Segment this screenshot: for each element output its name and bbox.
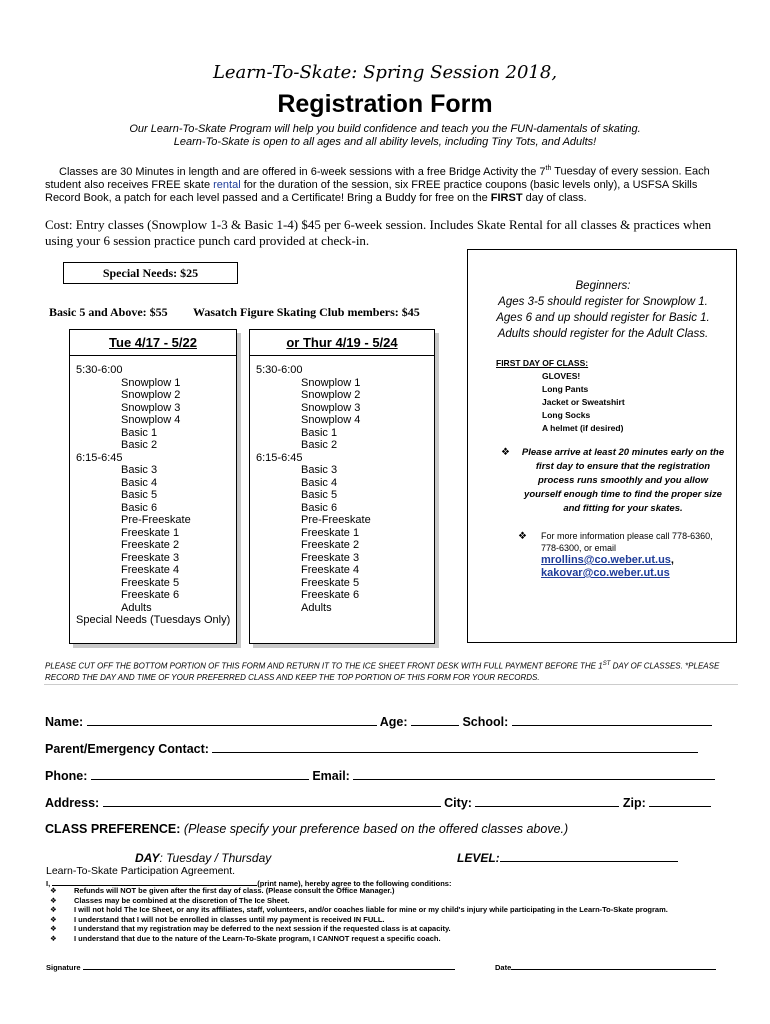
cost-info: Cost: Entry classes (Snowplow 1-3 & Basic 1-4) $45 per 6-week session. Includes Skate Rental for all classes & practices when using your 6 session practice punch card provided at check-in. — [45, 217, 712, 248]
day-label: DAY — [135, 851, 160, 865]
class-item: Freeskate 5 — [121, 576, 180, 589]
class-item: Snowplow 1 — [121, 376, 181, 389]
class-item: Pre-Freeskate — [121, 514, 191, 526]
class-preference-label: CLASS PREFERENCE: — [45, 822, 181, 836]
special-needs-price: Special Needs: $25 — [63, 262, 238, 284]
first-day-list: GLOVES! Long Pants Jacket or Sweatshirt Long Socks A helmet (if desired) — [542, 371, 625, 433]
class-item: Basic 2 — [301, 439, 338, 451]
date-row — [495, 962, 716, 972]
address-field[interactable] — [103, 795, 441, 807]
address-row — [45, 795, 711, 810]
parent-contact-label: Parent/Emergency Contact: — [45, 742, 209, 756]
condition-text: I understand that due to the nature of the Learn-To-Skate program, I CANNOT request a specific coach. — [74, 933, 441, 943]
email-label: Email: — [312, 769, 350, 783]
phone-label: Phone: — [45, 769, 88, 783]
contact-info: For more information please call 778-6360, 778-6300, or email mrollins@co.weber.ut.us, kakovar@co.weber.ut.us — [541, 530, 731, 580]
condition-item — [46, 886, 736, 896]
email-field[interactable] — [353, 768, 715, 780]
intro-line-1: Our Learn-To-Skate Program will help you build confidence and teach you the FUN-damentals of skating. — [129, 123, 641, 135]
class-item: Basic 3 — [121, 464, 158, 476]
print-name-field[interactable] — [52, 878, 257, 886]
class-item: Freeskate 3 — [301, 551, 360, 564]
diamond-bullet-icon: ❖ — [50, 914, 57, 924]
phone-row — [45, 768, 715, 783]
class-item: Snowplow 4 — [121, 414, 181, 426]
class-preference-hint: (Please specify your preference based on the offered classes above.) — [183, 822, 569, 836]
city-field[interactable] — [475, 795, 619, 807]
diamond-bullet-icon: ❖ — [50, 924, 57, 933]
level-label: LEVEL: — [457, 851, 500, 865]
class-item: Freeskate 6 — [301, 589, 360, 601]
thursday-class-list — [256, 364, 430, 614]
class-item: Adults — [301, 601, 332, 614]
condition-item — [46, 905, 736, 915]
class-item: Snowplow 3 — [301, 401, 361, 414]
level-field[interactable] — [500, 851, 678, 862]
class-item: Freeskate 5 — [301, 576, 360, 589]
beginners-title: Beginners: — [575, 280, 631, 292]
city-label: City: — [444, 796, 472, 810]
age-label: Age: — [379, 715, 408, 729]
class-preference — [45, 822, 568, 836]
condition-text: I will not hold The Ice Sheet, or any its affiliates, staff, volunteers, and/or coaches liable for mine or my child's injury while participating in the Learn-To-Skate program. — [74, 905, 668, 914]
class-item: Snowplow 4 — [301, 414, 361, 426]
tuesday-heading: Tue 4/17 - 5/22 — [70, 330, 236, 356]
name-row — [45, 714, 712, 729]
class-item: Freeskate 2 — [121, 539, 180, 551]
parent-row — [45, 741, 698, 756]
time-slot: 6:15-6:45 — [256, 451, 303, 464]
thursday-schedule — [249, 329, 435, 644]
beginners-info: Beginners: Ages 3-5 should register for Snowplow 1. Ages 6 and up should register for Basic 1. Adults should register for the Adult Class. — [468, 278, 738, 342]
intro-text — [0, 123, 770, 149]
page-title: Registration Form — [277, 90, 493, 118]
tuesday-schedule — [69, 329, 237, 644]
class-item: Basic 5 — [121, 489, 158, 501]
zip-field[interactable] — [649, 795, 711, 807]
class-item: Basic 1 — [121, 426, 158, 439]
arrival-note: Please arrive at least 20 minutes early on the first day to ensure that the registration process runs smoothly and you allow yourself enough time to find the proper size and fitting for your skates. — [521, 447, 725, 514]
rental-link: rental — [213, 178, 241, 191]
date-label: Date — [495, 963, 512, 972]
class-item: Basic 6 — [301, 501, 338, 514]
parent-contact-field[interactable] — [212, 741, 698, 753]
time-slot: 6:15-6:45 — [76, 451, 123, 464]
program-description: Classes are 30 Minutes in length and are offered in 6-week sessions with a free Bridge Activity the 7th Tuesday of every session. Each student also receives FREE skate rental for the duration of the session, six FREE practice coupons (basic levels only), a USFSA Skills Record Book, a patch for each level passed and a Certificate! Bring a Buddy for free on the FIRST day of class. — [45, 165, 710, 204]
class-item: Snowplow 3 — [121, 401, 181, 414]
class-item: Basic 1 — [301, 426, 338, 439]
class-item: Snowplow 1 — [301, 376, 361, 389]
class-item: Basic 5 — [301, 489, 338, 501]
level-preference — [457, 851, 678, 865]
diamond-bullet-icon: ❖ — [50, 905, 57, 914]
diamond-bullet-icon: ❖ — [501, 447, 510, 458]
first-day-title: FIRST DAY OF CLASS: — [496, 358, 589, 368]
class-item: Basic 3 — [301, 464, 338, 476]
diamond-bullet-icon: ❖ — [50, 933, 57, 943]
class-item: Pre-Freeskate — [301, 514, 371, 526]
age-field[interactable] — [411, 714, 459, 726]
time-slot: 5:30-6:00 — [256, 364, 303, 376]
class-item: Basic 4 — [121, 476, 158, 489]
school-field[interactable] — [512, 714, 712, 726]
class-item: Freeskate 3 — [121, 551, 180, 564]
condition-item — [46, 924, 736, 934]
condition-item — [46, 896, 736, 906]
class-item: Adults — [121, 601, 152, 614]
time-slot: 5:30-6:00 — [76, 364, 123, 376]
agreement-title: Learn-To-Skate Participation Agreement. — [46, 865, 236, 877]
signature-row — [46, 962, 455, 972]
diamond-bullet-icon: ❖ — [518, 531, 527, 542]
class-item: Freeskate 1 — [121, 526, 180, 539]
date-field[interactable] — [511, 962, 716, 970]
condition-text: Refunds will NOT be given after the first day of class. (Please consult the Office Manager.) — [74, 886, 395, 895]
intro-line-2: Learn-To-Skate is open to all ages and all ability levels, including Tiny Tots, and Adults! — [173, 136, 597, 148]
signature-label: Signature — [46, 963, 81, 972]
signature-field[interactable] — [83, 962, 455, 970]
wasatch-price: Wasatch Figure Skating Club members: $45 — [193, 305, 420, 319]
class-item: Basic 2 — [121, 439, 158, 451]
email-link-mrollins[interactable]: mrollins@co.weber.ut.us, — [541, 554, 674, 566]
cut-line-divider — [44, 684, 738, 685]
school-label: School: — [462, 715, 509, 729]
day-preference — [135, 851, 271, 865]
class-item: Snowplow 2 — [301, 389, 361, 401]
diamond-bullet-icon: ❖ — [50, 886, 57, 895]
cut-instructions: PLEASE CUT OFF THE BOTTOM PORTION OF THIS FORM AND RETURN IT TO THE ICE SHEET FRONT DESK WITH FULL PAYMENT BEFORE THE 1ST DAY OF CLASSES. *PLEASE RECORD THE DAY AND TIME OF YOUR PREFERRED CLASS AND KEEP THE TOP PORTION OF THIS FORM FOR YOUR RECORDS. — [45, 661, 720, 682]
condition-item — [46, 915, 736, 925]
condition-text: Classes may be combined at the discretion of The Ice Sheet. — [74, 895, 290, 905]
class-item: Basic 6 — [121, 501, 158, 514]
phone-field[interactable] — [91, 768, 309, 780]
email-link-kakovar[interactable]: kakovar@co.weber.ut.us — [541, 567, 670, 579]
class-item: Freeskate 4 — [121, 564, 180, 576]
class-item: Freeskate 6 — [121, 589, 180, 601]
class-item: Snowplow 2 — [121, 389, 181, 401]
class-item: Freeskate 4 — [301, 564, 360, 576]
class-item: Freeskate 1 — [301, 526, 360, 539]
condition-text: I understand that my registration may be deferred to the next session if the requested class is at capacity. — [74, 924, 451, 933]
condition-text: I understand that I will not be enrolled in classes until my payment is received IN FULL. — [74, 914, 385, 924]
name-field[interactable] — [87, 714, 377, 726]
diamond-bullet-icon: ❖ — [50, 895, 57, 905]
class-item: Basic 4 — [301, 476, 338, 489]
tuesday-class-list — [76, 364, 232, 627]
day-options[interactable]: : Tuesday / Thursday — [159, 851, 272, 865]
class-item: Freeskate 2 — [301, 539, 360, 551]
name-label: Name: — [45, 715, 84, 729]
session-title: Learn-To-Skate: Spring Session 2018, — [212, 62, 558, 83]
zip-label: Zip: — [622, 796, 646, 810]
print-name-row: I, (print name), hereby agree to the following conditions: — [46, 879, 452, 888]
condition-item — [46, 934, 736, 944]
basic5-price: Basic 5 and Above: $55 — [49, 305, 168, 319]
agreement-conditions — [46, 886, 736, 943]
schedule-footer: Special Needs (Tuesdays Only) — [76, 614, 231, 626]
address-label: Address: — [45, 796, 100, 810]
info-box — [467, 249, 737, 643]
thursday-heading: or Thur 4/19 - 5/24 — [250, 330, 434, 356]
